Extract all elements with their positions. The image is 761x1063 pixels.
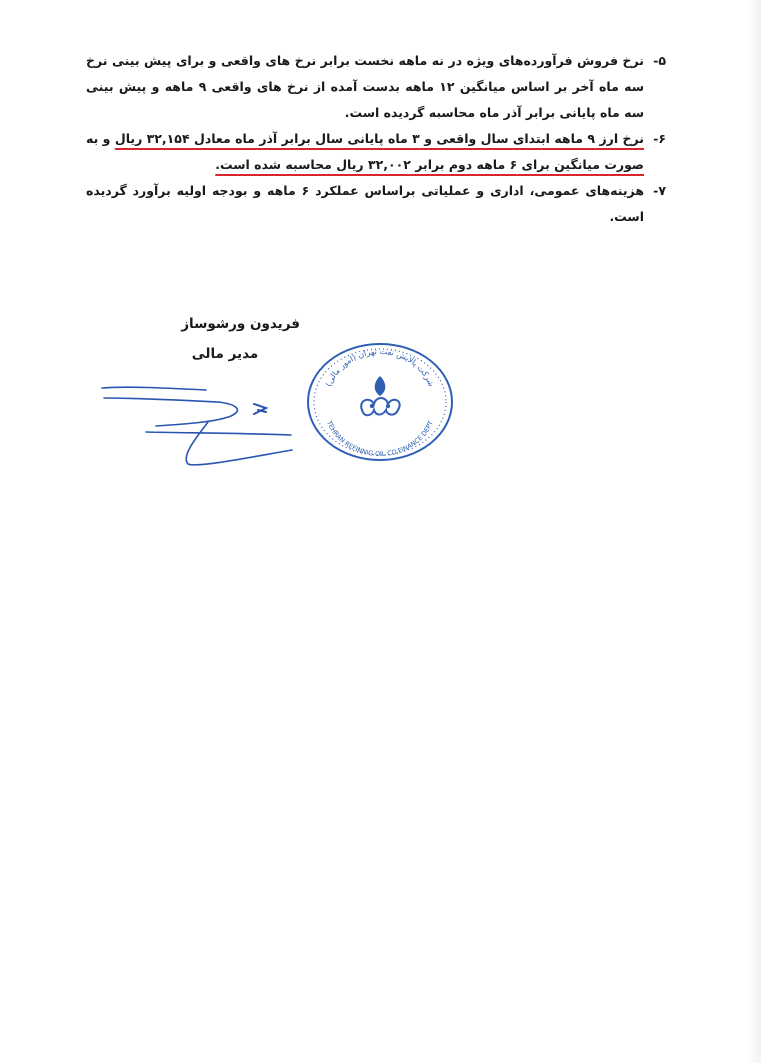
signatory-name: فریدون ورشوساز <box>181 316 300 332</box>
note-5 <box>86 48 666 126</box>
note-text: نرخ فروش فرآورده‌های ویژه در نه ماهه نخست برابر نرخ های واقعی و برای پیش بینی نرخ سه ماه آخر بر اساس میانگین ۱۲ ماهه بدست آمده از نرخ های واقعی ۹ ماهه و پیش بینی سه ماه پایانی برابر آذر ماه محاسبه گردیده است. <box>86 53 644 120</box>
note-text-highlighted: صورت میانگین برای ۶ ماهه دوم برابر ۳۲,۰۰۲ ریال محاسبه شده است. <box>215 157 644 172</box>
note-text-highlighted: نرخ ارز ۹ ماهه ابتدای سال واقعی و ۳ ماه پایانی سال برابر آذر ماه معادل ۳۲,۱۵۴ ریال <box>114 131 645 146</box>
note-7 <box>86 178 666 230</box>
note-text: هزینه‌های عمومی، اداری و عملیاتی براساس عملکرد ۶ ماهه و بودجه اولیه برآورد گردیده است. <box>86 183 644 224</box>
signatory-title: مدیر مالی <box>191 346 259 362</box>
company-seal <box>302 340 458 464</box>
seal-logo-icon <box>361 376 399 415</box>
seal-persian-text: شرکت پالایش نفت تهران (امور مالی) <box>324 346 436 388</box>
note-6 <box>86 126 666 178</box>
note-number: ۶- <box>653 131 666 146</box>
note-text: و به <box>86 131 115 146</box>
note-number: ۷- <box>653 183 666 198</box>
handwritten-signature <box>96 378 296 468</box>
page-edge-shadow <box>747 0 761 1063</box>
notes-list <box>86 48 666 230</box>
seal-english-text: TEHRAN REFINNIG OIL CO.FINANCE DEPT <box>325 419 435 459</box>
note-number: ۵- <box>653 53 666 68</box>
